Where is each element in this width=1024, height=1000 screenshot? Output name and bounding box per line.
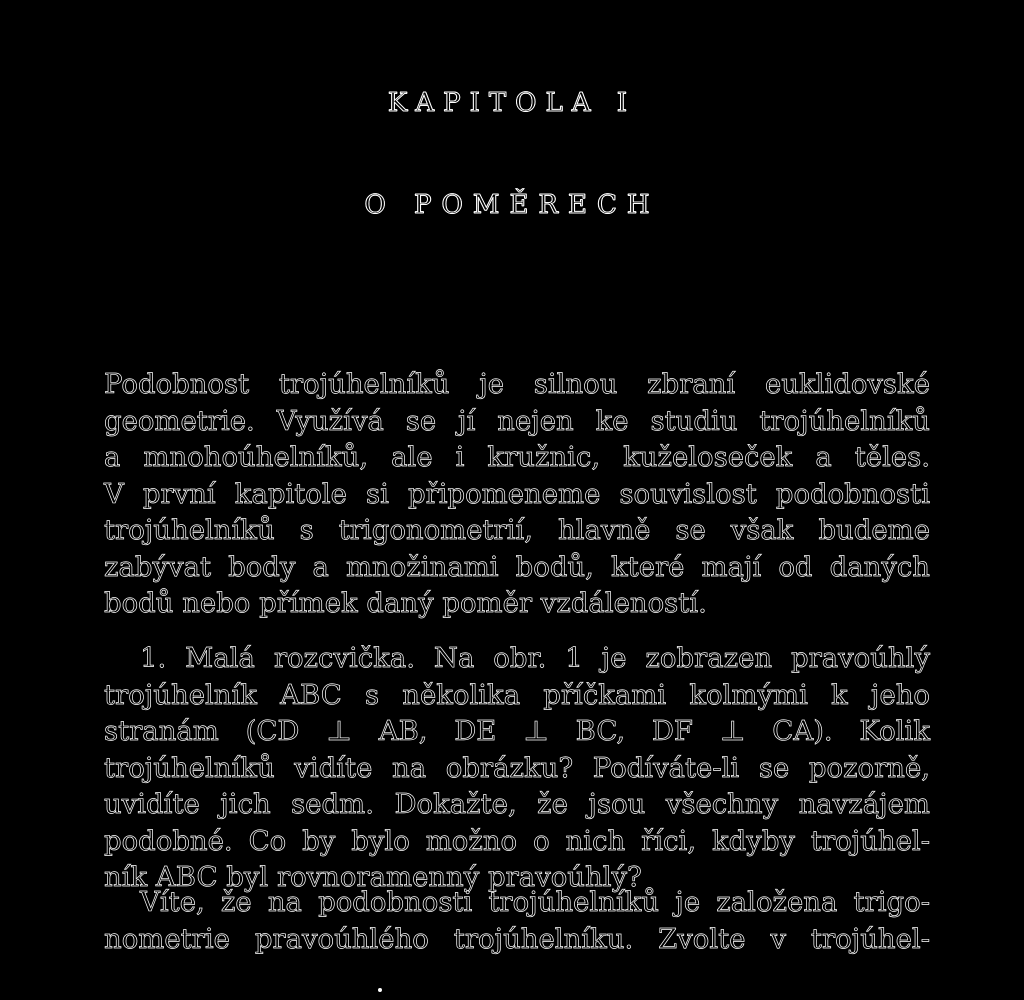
text-line: Podobnost trojúhelníků je silnou zbraní euklidovské (104, 368, 930, 400)
text-line: ník ABC byl rovnoramenný pravoúhlý? (104, 861, 642, 893)
intro-paragraph (104, 366, 930, 622)
chapter-label: KAPITOLA I (387, 88, 637, 118)
scan-speck (378, 988, 382, 992)
section-2-paragraph (104, 884, 930, 957)
text-line: podobné. Co by bylo možno o nich říci, kdyby trojúhel- (104, 824, 930, 857)
text-line: geometrie. Využívá se jí nejen ke studiu trojúhelníků (104, 404, 930, 437)
text-line: bodů nebo přímek daný poměr vzdáleností. (104, 587, 707, 619)
text-line: a mnohoúhelníků, ale i kružnic, kuželoseček a těles. (104, 441, 930, 473)
section-1-paragraph (104, 640, 930, 896)
chapter-title: O POMĚRECH (364, 190, 660, 220)
text-line: V první kapitole si připomeneme souvislost podobnosti (104, 477, 930, 510)
text-line: zabývat body a množinami bodů, které mají od daných (104, 550, 930, 583)
text-line: trojúhelníků vidíte na obrázku? Podíváte-li se pozorně, (104, 751, 930, 784)
text-line: Víte, že na podobnosti trojúhelníků je založena trigo- (140, 886, 930, 918)
text-line: nometrie pravoúhlého trojúhelníku. Zvolte v trojúhel- (104, 922, 930, 955)
text-line: stranám (CD ⊥ AB, DE ⊥ BC, DF ⊥ CA). Kolik (104, 715, 930, 747)
text-line: uvidíte jich sedm. Dokažte, že jsou všechny navzájem (104, 788, 930, 820)
text-line: 1. Malá rozcvička. Na obr. 1 je zobrazen pravoúhlý (140, 642, 930, 674)
text-line: trojúhelník ABC s několika příčkami kolmými k jeho (104, 678, 930, 711)
text-line: trojúhelníků s trigonometrií, hlavně se však budeme (104, 514, 930, 546)
